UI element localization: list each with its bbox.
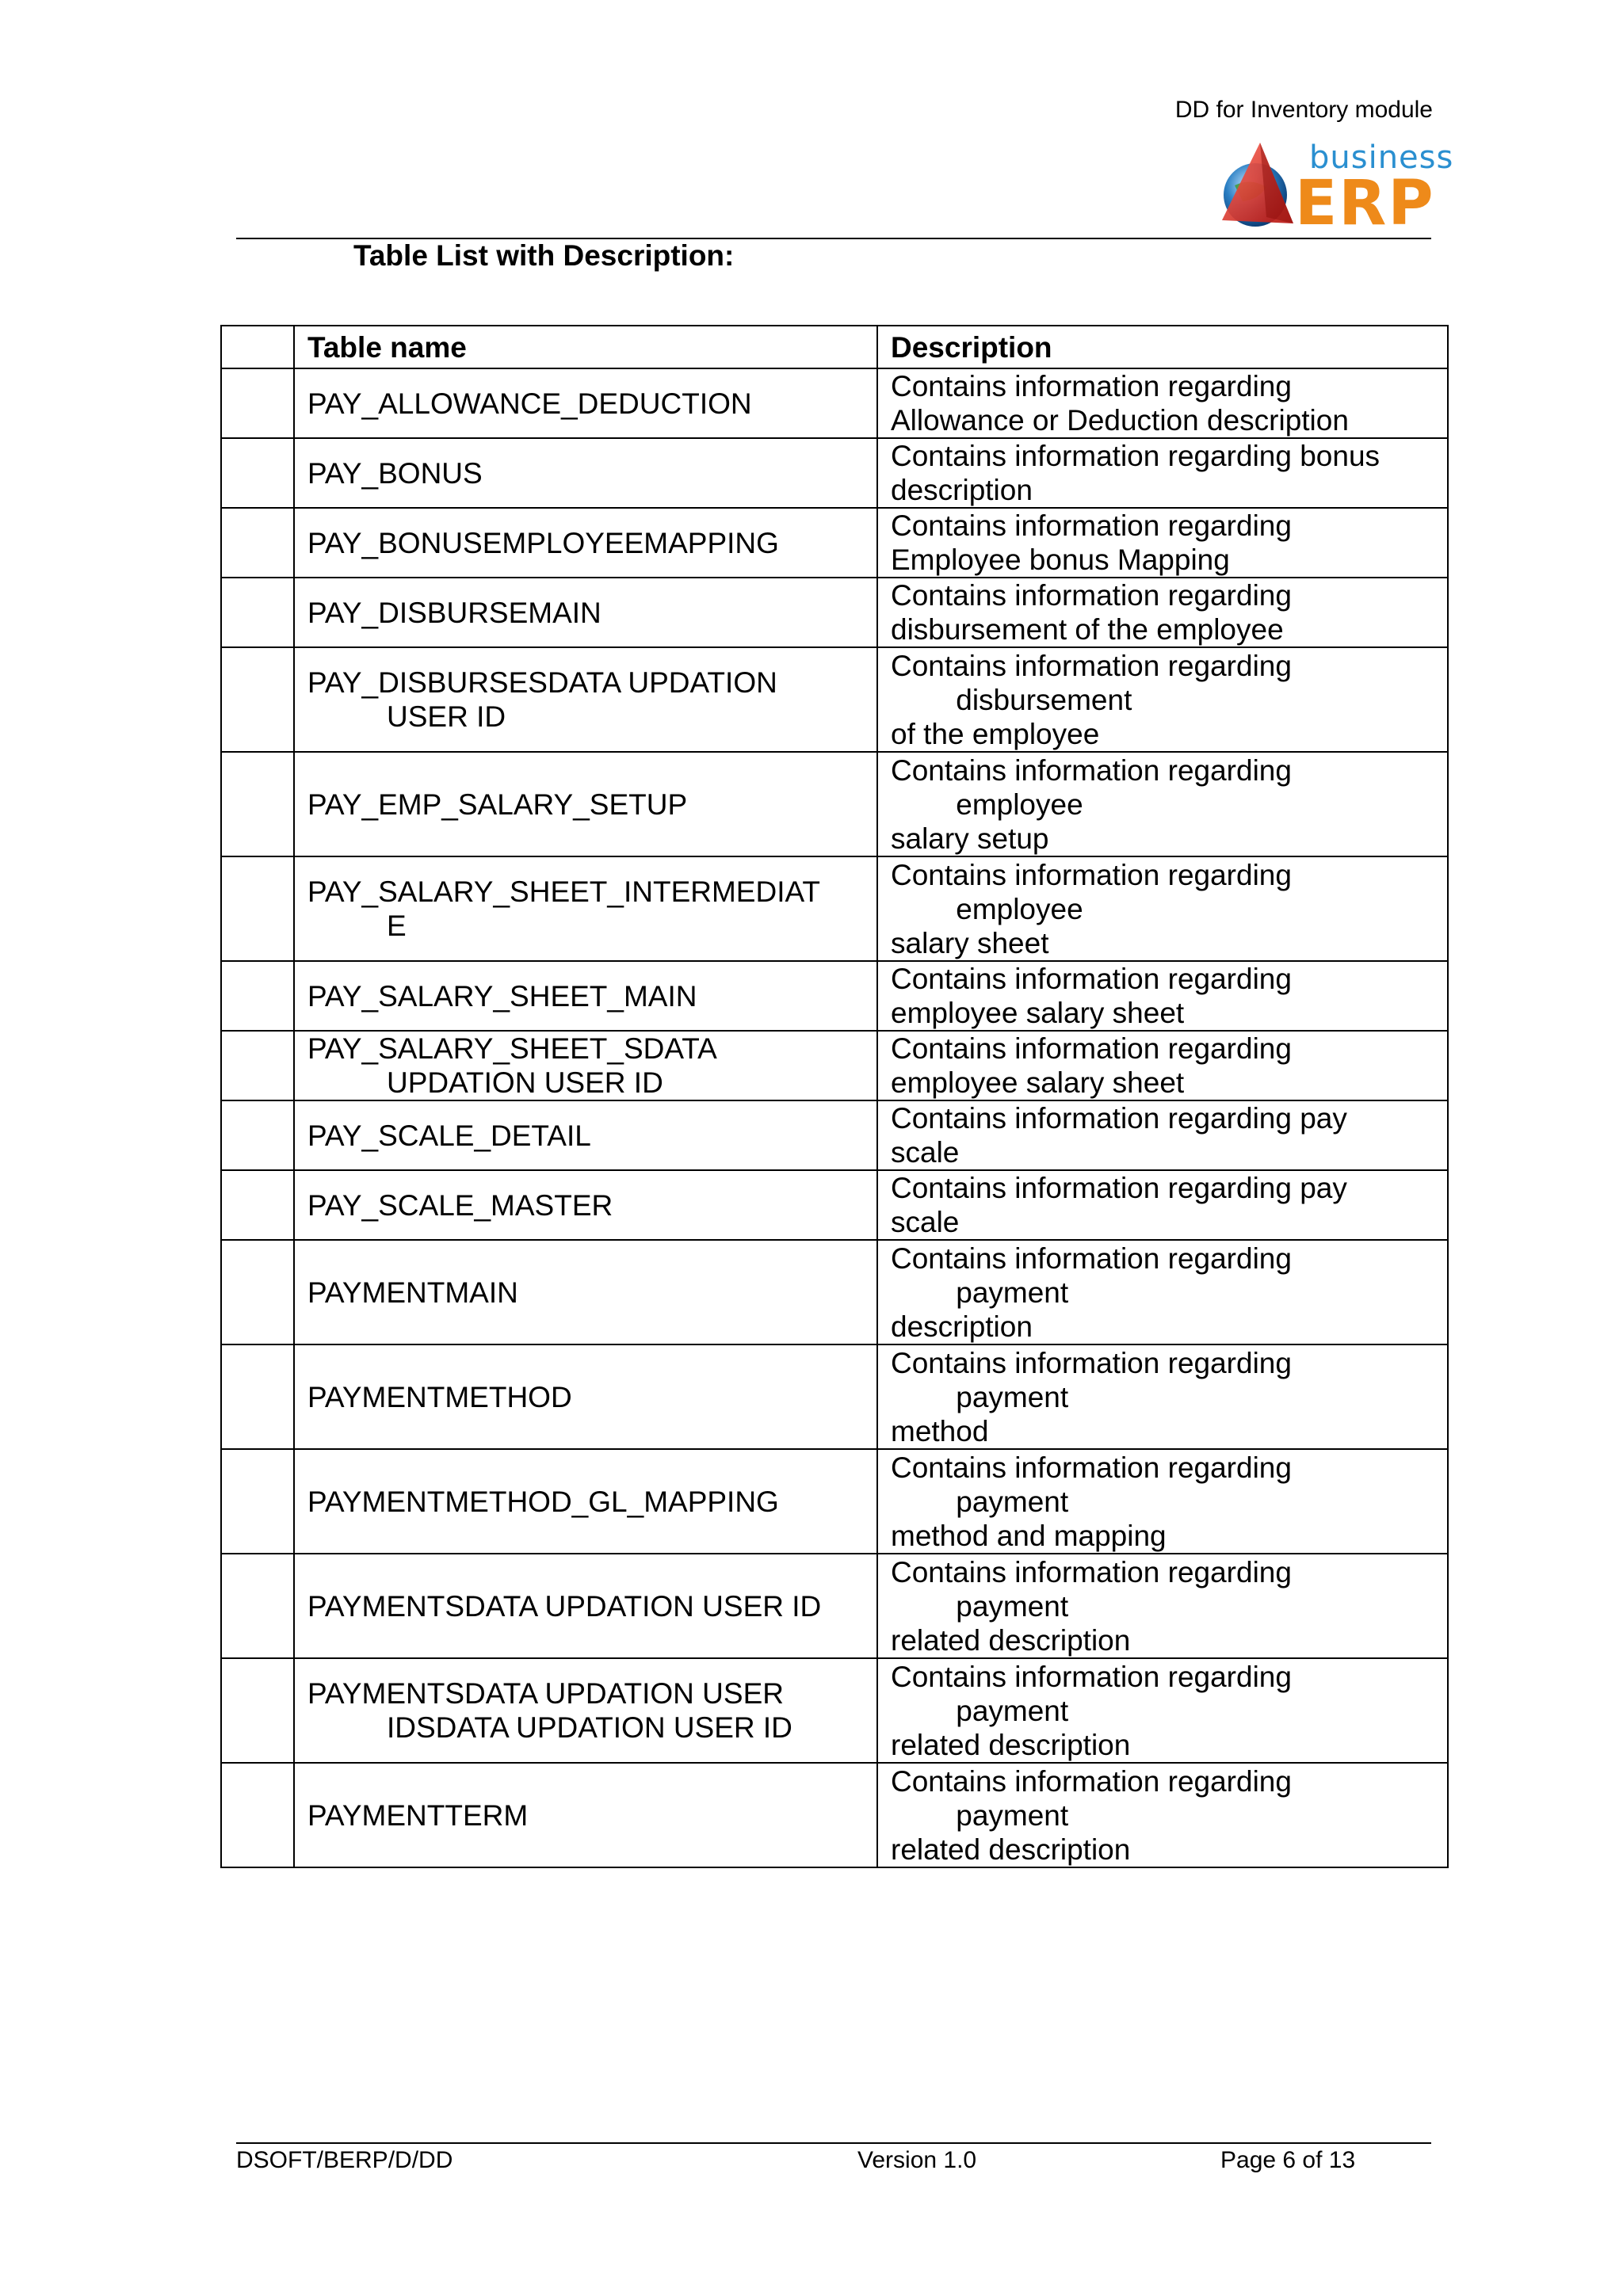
table-name-cell [294,961,877,1031]
table-name-text: PAY_SCALE_MASTER [307,1188,613,1222]
row-index-cell [221,1031,294,1100]
description-text: Contains information regarding [891,579,1292,612]
table-name-text: PAY_SALARY_SHEET_INTERMEDIAT [307,875,821,908]
row-index-cell [221,752,294,856]
table-row [221,647,1448,752]
description-text: payment [891,1380,1069,1413]
table-name-cell [294,1170,877,1240]
table-row [221,508,1448,578]
table-name-text: PAY_DISBURSEMAIN [307,596,601,629]
description-text: description [891,474,1033,506]
table-row [221,368,1448,438]
description-text: disbursement of the employee [891,613,1284,646]
table-name-text: PAY_EMP_SALARY_SETUP [307,788,688,821]
description-text: related description [891,1623,1131,1657]
row-index-cell [221,856,294,961]
row-index-cell [221,1240,294,1344]
table-name-cell [294,1100,877,1170]
description-cell [877,961,1448,1031]
description-text: scale [891,1206,960,1238]
description-text: Allowance or Deduction description [891,404,1349,437]
table-name-text: PAY_SALARY_SHEET_MAIN [307,979,697,1013]
description-text: method [891,1414,989,1447]
description-text: payment [891,1589,1069,1623]
description-text: Contains information regarding [891,963,1292,995]
table-name-text: PAYMENTSDATA UPDATION USER [307,1677,784,1710]
description-text: Contains information regarding [891,509,1292,542]
description-cell [877,438,1448,508]
row-index-cell [221,578,294,647]
document-header-title: DD for Inventory module [1174,97,1433,123]
business-erp-logo [1211,138,1454,239]
description-text: Contains information regarding pay [891,1102,1347,1135]
description-text: salary setup [891,822,1049,855]
description-text: related description [891,1728,1131,1761]
footer-version: Version 1.0 [857,2147,977,2173]
description-text: Contains information regarding [891,1346,1292,1379]
table-name-cell [294,1240,877,1344]
table-row [221,1344,1448,1449]
row-index-cell [221,1763,294,1867]
description-text: Contains information regarding [891,370,1292,402]
table-name-text: IDSDATA UPDATION USER ID [387,1711,792,1744]
table-name-cell [294,508,877,578]
table-name-text: PAY_DISBURSESDATA UPDATION [307,666,777,699]
row-index-cell [221,508,294,578]
description-text: method and mapping [891,1519,1167,1552]
table-name-text: PAY_ALLOWANCE_DEDUCTION [307,387,752,420]
section-title: Table List with Description: [353,239,735,272]
row-index-cell [221,438,294,508]
table-name-text: PAYMENTTERM [307,1798,529,1832]
logo-erp-text: ERP [1295,168,1435,239]
table-name-cell [294,1763,877,1867]
description-text: employee [891,892,1083,925]
table-name-cell [294,647,877,752]
table-row [221,1240,1448,1344]
globe-triangle-icon [1211,138,1306,231]
table-name-cell [294,1554,877,1658]
table-name-text: PAY_SCALE_DETAIL [307,1119,591,1152]
description-text: of the employee [891,717,1100,750]
table-row [221,961,1448,1031]
table-row [221,856,1448,961]
description-text: payment [891,1694,1069,1727]
table-row [221,438,1448,508]
description-text: payment [891,1798,1069,1832]
description-text: Contains information regarding [891,1555,1292,1589]
description-cell [877,578,1448,647]
description-text: Contains information regarding [891,753,1292,787]
table-name-text: PAY_BONUS [307,456,483,490]
description-text: Contains information regarding [891,649,1292,682]
table-row [221,1763,1448,1867]
table-row [221,1170,1448,1240]
description-text: Contains information regarding [891,858,1292,891]
table-name-cell [294,368,877,438]
table-name-cell [294,1344,877,1449]
table-row [221,1554,1448,1658]
table-name-cell [294,1031,877,1100]
description-cell [877,1763,1448,1867]
description-text: Contains information regarding [891,1451,1292,1484]
description-cell [877,1240,1448,1344]
description-cell [877,647,1448,752]
table-name-cell [294,438,877,508]
column-header-table-name: Table name [294,326,877,368]
row-index-cell [221,1170,294,1240]
description-text: Employee bonus Mapping [891,543,1230,576]
description-cell [877,856,1448,961]
description-text: payment [891,1485,1069,1518]
description-text: salary sheet [891,926,1049,959]
table-name-text: PAYMENTSDATA UPDATION USER ID [307,1589,822,1623]
description-text: Contains information regarding [891,1241,1292,1275]
description-cell [877,1100,1448,1170]
table-name-text: USER ID [387,700,506,733]
column-header-index [221,326,294,368]
description-cell [877,368,1448,438]
row-index-cell [221,1554,294,1658]
description-text: scale [891,1136,960,1169]
description-text: Contains information regarding [891,1032,1292,1065]
description-cell [877,1658,1448,1763]
table-row [221,578,1448,647]
table-name-text: PAYMENTMETHOD_GL_MAPPING [307,1485,779,1518]
table-row [221,752,1448,856]
description-cell [877,752,1448,856]
description-text: employee salary sheet [891,1066,1185,1099]
table-name-text: PAY_SALARY_SHEET_SDATA [307,1032,717,1065]
row-index-cell [221,1344,294,1449]
description-text: Contains information regarding [891,1660,1292,1693]
table-name-text: UPDATION USER ID [387,1066,663,1099]
table-row [221,1031,1448,1100]
description-cell [877,1554,1448,1658]
row-index-cell [221,961,294,1031]
footer-rule [236,2142,1431,2144]
description-text: related description [891,1833,1131,1866]
description-cell [877,1344,1448,1449]
footer-doc-code: DSOFT/BERP/D/DD [236,2147,453,2173]
table-name-cell [294,1658,877,1763]
table-name-text: E [387,910,407,942]
table-list [220,325,1449,1868]
description-text: employee salary sheet [891,997,1185,1029]
description-text: payment [891,1276,1069,1309]
description-text: employee [891,788,1083,821]
row-index-cell [221,1100,294,1170]
description-text: Contains information regarding bonus [891,440,1381,472]
description-cell [877,1031,1448,1100]
row-index-cell [221,368,294,438]
table-row [221,1658,1448,1763]
row-index-cell [221,1658,294,1763]
description-text: disbursement [891,683,1132,716]
row-index-cell [221,647,294,752]
description-cell [877,1170,1448,1240]
table-name-cell [294,578,877,647]
description-cell [877,508,1448,578]
footer-page-number: Page 6 of 13 [1220,2147,1356,2173]
column-header-description: Description [877,326,1448,368]
table-name-cell [294,752,877,856]
table-header-row [221,326,1448,368]
table-name-text: PAY_BONUSEMPLOYEEMAPPING [307,526,779,559]
table-name-text: PAYMENTMAIN [307,1276,518,1309]
description-cell [877,1449,1448,1554]
row-index-cell [221,1449,294,1554]
description-text: Contains information regarding [891,1764,1292,1798]
table-name-cell [294,856,877,961]
table-name-text: PAYMENTMETHOD [307,1380,572,1413]
table-name-cell [294,1449,877,1554]
description-text: description [891,1310,1033,1343]
logo-business-text: business [1309,139,1454,176]
table-row [221,1100,1448,1170]
table-row [221,1449,1448,1554]
description-text: Contains information regarding pay [891,1172,1347,1204]
